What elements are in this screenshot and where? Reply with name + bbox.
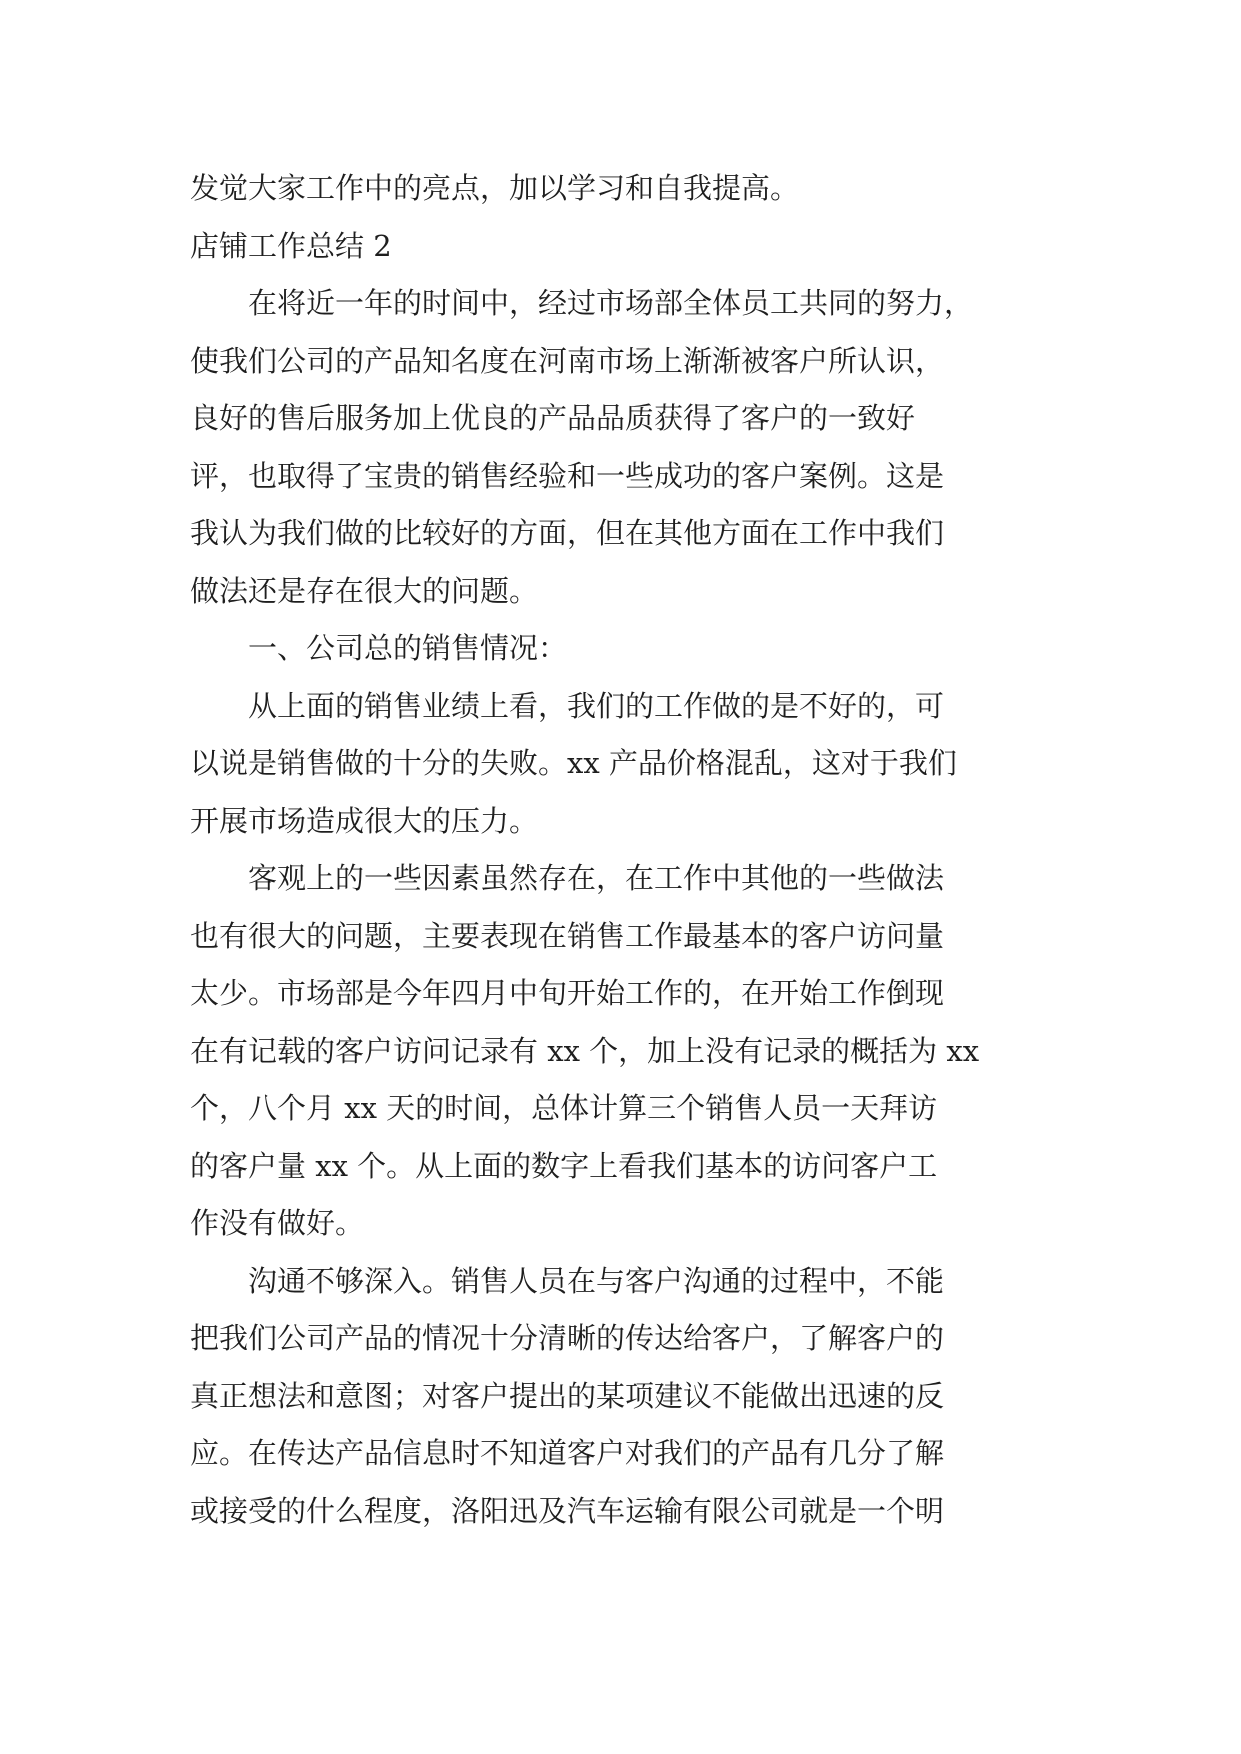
paragraph-line: 也有很大的问题，主要表现在销售工作最基本的客户访问量 <box>190 918 945 953</box>
paragraph-line: 良好的售后服务加上优良的产品品质获得了客户的一致好 <box>190 401 916 435</box>
document-body <box>190 160 1090 1540</box>
paragraph-line: 发觉大家工作中的亮点，加以学习和自我提高。 <box>190 171 800 205</box>
paragraph-line: 在有记载的客户访问记录有 xx 个，加上没有记录的概括为 xx <box>190 1033 980 1068</box>
paragraph-line: 客观上的一些因素虽然存在，在工作中其他的一些做法 <box>190 861 945 895</box>
paragraph-line: 或接受的什么程度，洛阳迅及汽车运输有限公司就是一个明 <box>190 1493 945 1528</box>
paragraph-line: 使我们公司的产品知名度在河南市场上渐渐被客户所认识， <box>190 343 945 378</box>
paragraph-line: 太少。市场部是今年四月中旬开始工作的，在开始工作倒现 <box>190 976 945 1010</box>
paragraph-line: 我认为我们做的比较好的方面，但在其他方面在工作中我们 <box>190 516 945 550</box>
paragraph-line: 作没有做好。 <box>190 1206 365 1240</box>
paragraph-line: 评，也取得了宝贵的销售经验和一些成功的客户案例。这是 <box>190 458 945 493</box>
paragraph-line: 把我们公司产品的情况十分清晰的传达给客户，了解客户的 <box>190 1321 945 1355</box>
subsection-heading: 一、公司总的销售情况： <box>190 631 568 665</box>
paragraph-line: 开展市场造成很大的压力。 <box>190 803 539 838</box>
paragraph-line: 在将近一年的时间中，经过市场部全体员工共同的努力， <box>190 286 974 320</box>
paragraph-line: 的客户量 xx 个。从上面的数字上看我们基本的访问客户工 <box>190 1148 938 1183</box>
paragraph-line: 从上面的销售业绩上看，我们的工作做的是不好的，可 <box>190 688 945 723</box>
paragraph-line: 做法还是存在很大的问题。 <box>190 573 539 608</box>
paragraph-line: 个，八个月 xx 天的时间，总体计算三个销售人员一天拜访 <box>190 1091 938 1125</box>
paragraph-line: 应。在传达产品信息时不知道客户对我们的产品有几分了解 <box>190 1436 945 1470</box>
paragraph-line: 真正想法和意图；对客户提出的某项建议不能做出迅速的反 <box>190 1378 945 1413</box>
paragraph-line: 以说是销售做的十分的失败。xx 产品价格混乱，这对于我们 <box>190 746 957 780</box>
paragraph-line: 沟通不够深入。销售人员在与客户沟通的过程中，不能 <box>190 1263 945 1298</box>
section-heading: 店铺工作总结 2 <box>190 228 392 263</box>
